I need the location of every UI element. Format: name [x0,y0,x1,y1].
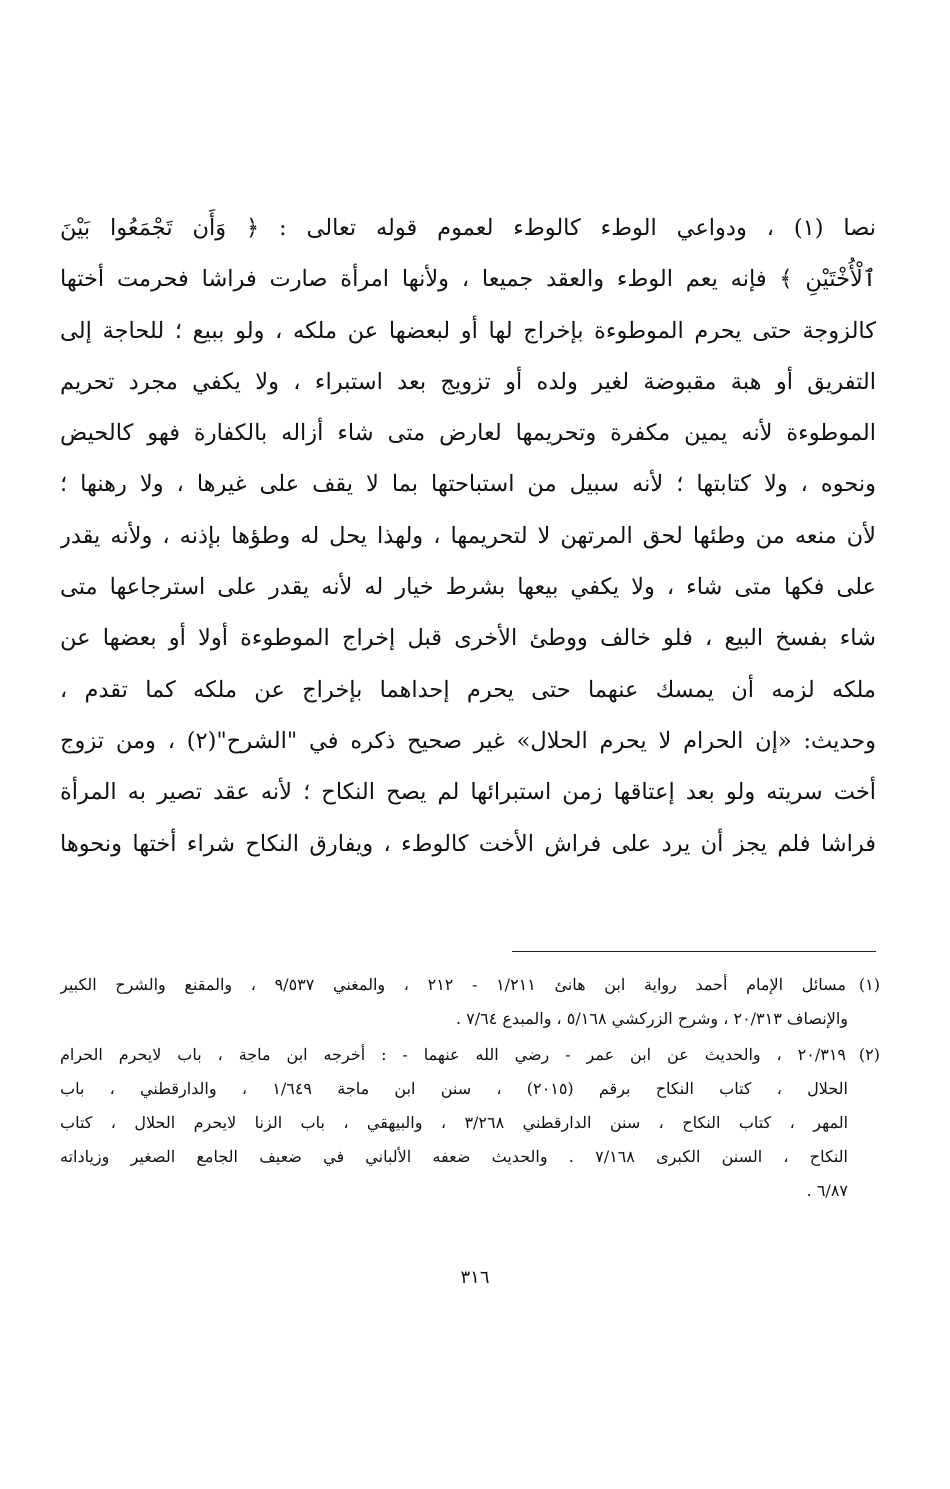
main-text-line: وحديث: «إن الحرام لا يحرم الحلال» غير صحيح ذكره في "الشرح"(٢) ، ومن تزوج [60,727,876,754]
footnote-divider [512,951,876,952]
footnotes [60,968,880,1208]
page-number: ٣١٦ [460,1267,490,1288]
footnote-number: (١) [858,975,880,994]
main-text-line: كالزوجة حتى يحرم الموطوءة بإخراج لها أو لبعضها عن ملكه ، ولو ببيع ؛ للحاجة إلى [60,317,876,344]
footnote-line: المهر ، كتاب النكاح ، سنن الدارقطني ٣/٢٦٨ ، والبيهقي ، باب الزنا لايحرم الحلال ، كتاب [60,1113,848,1132]
main-text-line: أخت سريته ولو بعد إعتاقها زمن استبرائها لم يصح النكاح ؛ لأنه عقد تصير به المرأة [60,779,876,806]
main-text-line: شاء بفسخ البيع ، فلو خالف ووطئ الأخرى قبل إخراج الموطوءة أولا أو بعضها عن [60,625,876,652]
footnote-line: الحلال ، كتاب النكاح برقم (٢٠١٥) ، سنن ابن ماجة ١/٦٤٩ ، والدارقطني ، باب [60,1079,848,1098]
main-text-line: لأن منعه من وطئها لحق المرتهن لا لتحريمها ، ولهذا يحل له وطؤها بإذنه ، ولأنه يقدر [60,522,876,549]
main-text-line: الموطوءة لأنه يمين مكفرة وتحريمها لعارض متى شاء أزاله بالكفارة فهو كالحيض [60,420,876,447]
main-text-line: التفريق أو هبة مقبوضة لغير ولده أو تزويج بعد استبراء ، ولا يكفي مجرد تحريم [60,368,876,395]
main-text [60,203,876,870]
main-text-line: ٱلْأُخْتَيْنِ ﴾ فإنه يعم الوطء والعقد جميعا ، ولأنها امرأة صارت فراشا فحرمت أختها [60,266,876,293]
main-text-line: ملكه لزمه أن يمسك عنهما حتى يحرم إحداهما بإخراج عن ملكه كما تقدم ، [60,676,876,703]
footnote-line: النكاح ، السنن الكبرى ٧/١٦٨ . والحديث ضعفه الألباني في ضعيف الجامع الصغير وزياداته [60,1147,848,1166]
footnote-1 [60,968,880,1036]
main-text-line: فراشا فلم يجز أن يرد على فراش الأخت كالوطء ، ويفارق النكاح شراء أختها ونحوها [60,830,876,857]
footnote-line: مسائل الإمام أحمد رواية ابن هانئ ١/٢١١ - ٢١٢ ، والمغني ٩/٥٣٧ ، والمقنع والشرح الكبير [60,975,846,994]
footnote-line: ٢٠/٣١٩ ، والحديث عن ابن عمر - رضي الله عنهما - : أخرجه ابن ماجة ، باب لايحرم الحرام [60,1045,846,1064]
main-text-line: على فكها متى شاء ، ولا يكفي بيعها بشرط خيار له لأنه يقدر على استرجاعها متى [60,574,876,601]
footnote-number: (٢) [858,1045,880,1064]
footnote-line: ٦/٨٧ . [806,1181,848,1200]
main-text-line: نصا (١) ، ودواعي الوطء كالوطء لعموم قوله تعالى : ﴿ وَأَن تَجْمَعُوا بَيْنَ [60,215,876,241]
main-text-line: ونحوه ، ولا كتابتها ؛ لأنه سبيل من استباحتها بما لا يقف على غيرها ، ولا رهنها ؛ [60,471,876,498]
footnote-line: والإنصاف ٢٠/٣١٣ ، وشرح الزركشي ٥/١٦٨ ، والمبدع ٧/٦٤ . [455,1009,848,1028]
footnote-2 [60,1038,880,1208]
